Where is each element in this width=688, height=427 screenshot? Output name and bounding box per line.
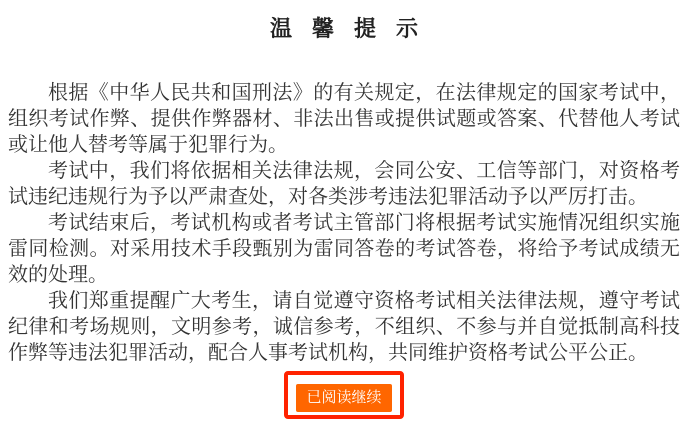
notice-paragraph-enforcement: 考试中，我们将依据相关法律法规，会同公安、工信等部门，对资格考试违纪违规行为予以严肃查处，对各类涉考违法犯罪活动予以严厉打击。 bbox=[8, 160, 680, 208]
highlight-box bbox=[284, 371, 404, 419]
button-row bbox=[8, 371, 680, 419]
notice-paragraph-duplicate-detection: 考试结束后，考试机构或者考试主管部门将根据考试实施情况组织实施雷同检测。对采用技术手段甄别为雷同答卷的考试答卷，将给予考试成绩无效的处理。 bbox=[8, 212, 680, 286]
page-title: 温馨提示 bbox=[269, 16, 438, 41]
continue-button[interactable]: 已阅读继续 bbox=[296, 384, 392, 412]
notice-content bbox=[8, 80, 680, 366]
notice-paragraph-criminal-law: 根据《中华人民共和国刑法》的有关规定，在法律规定的国家考试中，组织考试作弊、提供作弊器材、非法出售或提供试题或答案、代替他人考试或让他人替考等属于犯罪行为。 bbox=[8, 82, 680, 156]
notice-paragraph-reminder: 我们郑重提醒广大考生，请自觉遵守资格考试相关法律法规，遵守考试纪律和考场规则，文明参考，诚信参考，不组织、不参与并自觉抵制高科技作弊等违法犯罪活动，配合人事考试机构，共同维护资格考试公平公正。 bbox=[8, 290, 680, 364]
